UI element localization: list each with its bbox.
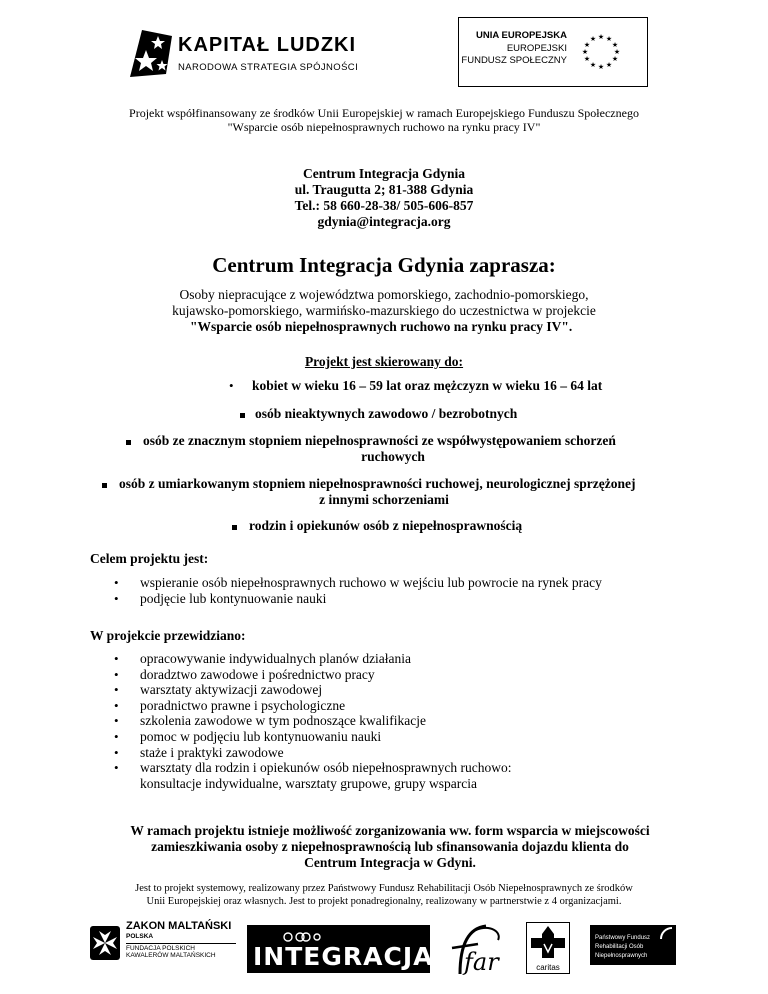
planned-item: • warsztaty aktywizacji zawodowej (100, 682, 720, 698)
planned-item: • opracowywanie indywidualnych planów działania (100, 651, 720, 667)
eu-line-2: EUROPEJSKI (506, 43, 567, 54)
note-paragraph (90, 823, 690, 871)
square-bullet-icon (232, 522, 237, 533)
svg-text:★: ★ (597, 63, 605, 71)
bullet-icon: • (229, 378, 234, 393)
zakon-country: POLSKA (126, 933, 154, 940)
svg-text:★: ★ (605, 35, 613, 43)
target-item-2: osób nieaktywnych zawodowo / bezrobotnych (255, 406, 518, 421)
svg-text:★: ★ (583, 55, 591, 63)
svg-text:★: ★ (611, 41, 619, 49)
target-item-1: kobiet w wieku 16 – 59 lat oraz mężczyzn w wieku 16 – 64 lat (252, 378, 603, 393)
maltese-cross-icon (90, 926, 120, 960)
cyclists-icon (281, 928, 321, 942)
svg-text:★: ★ (611, 55, 619, 63)
svg-text:★: ★ (605, 61, 613, 69)
svg-text:★: ★ (581, 48, 589, 56)
kapital-ludzki-subtitle: NARODOWA STRATEGIA SPÓJNOŚCI (178, 62, 359, 73)
square-bullet-icon (126, 437, 131, 448)
goal-item: • wspieranie osób niepełnosprawnych ruchowo w wejściu lub powrocie na rynek pracy (100, 575, 720, 591)
target-item-5: rodzin i opiekunów osób z niepełnosprawnością (249, 518, 523, 533)
eu-logo (458, 17, 648, 87)
pfron-arc-icon (660, 927, 674, 941)
target-heading: Projekt jest skierowany do: (304, 354, 464, 369)
integracja-text: INTEGRACJA (253, 942, 434, 971)
planned-item: • staże i praktyki zawodowe (100, 745, 720, 761)
square-bullet-icon (240, 410, 245, 421)
contact-block (0, 166, 768, 230)
cofinancing-line-2: "Wsparcie osób niepełnosprawnych ruchowo na rynku pracy IV" (227, 120, 541, 134)
svg-text:★: ★ (583, 41, 591, 49)
svg-text:★: ★ (589, 35, 597, 43)
planned-item-cont: konsultacje indywidualne, warsztaty grupowe, grupy wsparcia (140, 775, 478, 791)
goal-list (100, 575, 720, 606)
pfron-line-2: Rehabilitacji Osób (595, 944, 644, 950)
far-text: far (464, 948, 499, 976)
note-line-2: zamieszkiwania osoby z niepełnosprawnością lub sfinansowania dojazdu klienta do (151, 839, 629, 854)
kapital-ludzki-logo (128, 22, 368, 84)
planned-list (100, 651, 720, 791)
contact-address: ul. Traugutta 2; 81-388 Gdynia (294, 182, 474, 197)
eu-line-1: UNIA EUROPEJSKA (476, 30, 567, 41)
goal-item: • podjęcie lub kontynuowanie nauki (100, 591, 720, 607)
target-item-4-cont: z innymi schorzeniami (319, 492, 449, 507)
zakon-foundation-2: KAWALERÓW MALTAŃSKICH (126, 952, 216, 959)
zakon-foundation-1: FUNDACJA POLSKICH (126, 943, 236, 952)
svg-text:★: ★ (597, 33, 605, 41)
eu-line-3: FUNDUSZ SPOŁECZNY (461, 55, 567, 66)
planned-item: • warsztaty dla rodzin i opiekunów osób niepełnosprawnych ruchowo: (100, 760, 720, 776)
cofinancing-line-1: Projekt współfinansowany ze środków Unii Europejskiej w ramach Europejskiego Funduszu Społecznego (129, 106, 639, 120)
target-item-3: osób ze znacznym stopniem niepełnosprawności ze współwystępowaniem schorzeń (143, 433, 616, 448)
target-item-3-cont: ruchowych (361, 449, 425, 464)
target-item-4: osób z umiarkowanym stopniem niepełnosprawności ruchowej, neurologicznej sprzężonej (119, 476, 636, 491)
far-logo (446, 922, 506, 976)
planned-heading: W projekcie przewidziano: (90, 628, 246, 643)
planned-item: • poradnictwo prawne i psychologiczne (100, 698, 720, 714)
planned-item: • doradztwo zawodowe i pośrednictwo pracy (100, 667, 720, 683)
planned-item: • szkolenia zawodowe w tym podnoszące kwalifikacje (100, 713, 720, 729)
caritas-cross-icon (527, 924, 569, 962)
page-title: Centrum Integracja Gdynia zaprasza: (212, 253, 556, 277)
pfron-line-1: Państwowy Fundusz (595, 935, 651, 941)
kapital-ludzki-title: KAPITAŁ LUDZKI (178, 34, 357, 56)
note-line-3: Centrum Integracja w Gdyni. (304, 855, 476, 870)
svg-text:★: ★ (613, 48, 621, 56)
intro-line-3: "Wsparcie osób niepełnosprawnych ruchowo na rynku pracy IV". (190, 319, 573, 334)
caritas-logo (526, 922, 570, 974)
footer-line-2: Unii Europejskiej oraz własnych. Jest to projekt ponadregionalny, realizowany w partnerstwie z 4 organizacjami. (146, 895, 622, 907)
caritas-text: caritas (536, 963, 560, 972)
pfron-logo (590, 925, 676, 965)
kapital-ludzki-emblem-icon (128, 22, 176, 84)
intro-paragraph (0, 287, 768, 335)
contact-name: Centrum Integracja Gdynia (303, 166, 465, 181)
cofinancing-note (0, 106, 768, 134)
intro-line-1: Osoby niepracujące z województwa pomorskiego, zachodnio-pomorskiego, (179, 287, 589, 302)
eu-stars-flag-icon (573, 30, 629, 74)
planned-item: • pomoc w podjęciu lub kontynuowaniu nauki (100, 729, 720, 745)
note-line-1: W ramach projektu istnieje możliwość zorganizowania ww. form wsparcia w miejscowości (130, 823, 650, 838)
footer-line-1: Jest to projekt systemowy, realizowany przez Państwowy Fundusz Rehabilitacji Osób Niepełnosprawnych ze środków (135, 883, 633, 894)
svg-text:★: ★ (589, 61, 597, 69)
integracja-logo (247, 925, 434, 973)
footer-text (0, 883, 768, 908)
contact-phone: Tel.: 58 660-28-38/ 505-606-857 (294, 198, 474, 213)
square-bullet-icon (102, 480, 107, 491)
pfron-line-3: Niepełnosprawnych (595, 953, 648, 959)
intro-line-2: kujawsko-pomorskiego, warmińsko-mazurskiego do uczestnictwa w projekcie (172, 303, 596, 318)
zakon-title: ZAKON MALTAŃSKI (126, 920, 232, 932)
goal-heading: Celem projektu jest: (90, 551, 209, 566)
zakon-maltanski-logo (90, 920, 250, 976)
contact-email: gdynia@integracja.org (317, 214, 451, 229)
